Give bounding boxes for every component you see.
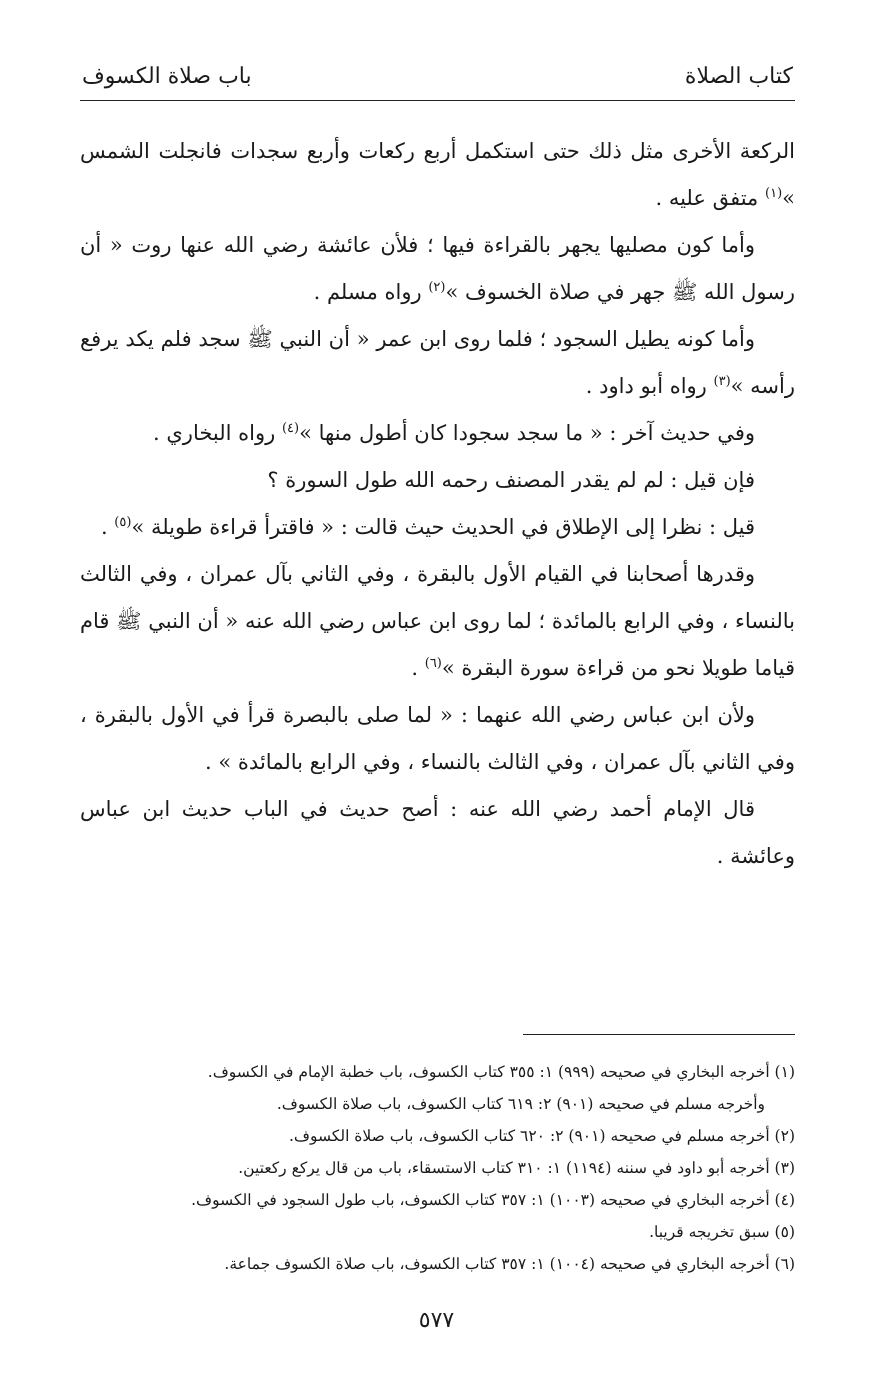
footnote-1-continued: وأخرجه مسلم في صحيحه (٩٠١) ٢: ٦١٩ كتاب الكسوف، باب صلاة الكسوف. <box>276 1095 765 1113</box>
running-header <box>80 60 795 101</box>
paragraph-text: الركعة الأخرى مثل ذلك حتى استكمل أربع ركعات وأربع سجدات فانجلت الشمس » <box>80 139 795 210</box>
paragraph-tail: . <box>100 515 115 539</box>
footnote-ref: (٥) <box>114 515 132 530</box>
paragraph-text: وفي حديث آخر : « ما سجد سجودا كان أطول منها » <box>299 421 755 445</box>
paragraph-text: وقدرها أصحابنا في القيام الأول بالبقرة ، وفي الثاني بآل عمران ، وفي الثالث بالنساء ، وفي الرابع بالمائدة ؛ لما روى ابن عباس رضي الله عنه « أن النبي ﷺ قام قياما طويلا نحو من قراءة سورة البقرة » <box>80 562 795 680</box>
footnote-3: (٣) أخرجه أبو داود في سننه (١١٩٤) ١: ٣١٠ كتاب الاستسقاء، باب من قال يركع ركعتين. <box>238 1159 795 1177</box>
footnote-ref: (٢) <box>428 280 446 295</box>
footnote-1: (١) أخرجه البخاري في صحيحه (٩٩٩) ١: ٣٥٥ كتاب الكسوف، باب خطبة الإمام في الكسوف. <box>207 1063 795 1081</box>
footnote-ref: (٤) <box>281 421 300 436</box>
footnote-ref: (٦) <box>424 656 442 671</box>
paragraph-tail: رواه البخاري . <box>153 421 282 445</box>
footnote-4: (٤) أخرجه البخاري في صحيحه (١٠٠٣) ١: ٣٥٧ كتاب الكسوف، باب طول السجود في الكسوف. <box>191 1191 795 1209</box>
paragraph-text: ولأن ابن عباس رضي الله عنهما : « لما صلى بالبصرة قرأ في الأول بالبقرة ، وفي الثاني بآل عمران ، وفي الثالث بالنساء ، وفي الرابع بالمائدة » . <box>80 703 795 774</box>
paragraph-tail: رواه أبو داود . <box>585 374 714 398</box>
paragraph-tail: . <box>411 656 425 680</box>
paragraph-text: فإن قيل : لم لم يقدر المصنف رحمه الله طول السورة ؟ <box>267 468 755 492</box>
main-text <box>80 128 795 880</box>
paragraph-2 <box>80 222 795 316</box>
paragraph-text: قيل : نظرا إلى الإطلاق في الحديث حيث قالت : « فاقترأ قراءة طويلة » <box>131 515 755 539</box>
footnotes <box>80 1056 795 1280</box>
paragraph-9 <box>80 786 795 880</box>
footnote-ref: (٣) <box>713 374 731 389</box>
page-number: ٥٧٧ <box>418 1308 455 1333</box>
chapter-title: باب صلاة الكسوف <box>82 64 252 89</box>
paragraph-1 <box>80 128 795 222</box>
paragraph-tail: رواه مسلم . <box>313 280 429 304</box>
footnote-2: (٢) أخرجه مسلم في صحيحه (٩٠١) ٢: ٦٢٠ كتاب الكسوف، باب صلاة الكسوف. <box>288 1127 795 1145</box>
paragraph-4 <box>80 410 795 457</box>
paragraph-text: وأما كونه يطيل السجود ؛ فلما روى ابن عمر « أن النبي ﷺ سجد فلم يكد يرفع رأسه » <box>80 327 795 398</box>
paragraph-8 <box>80 692 795 786</box>
paragraph-3 <box>80 316 795 410</box>
paragraph-text: وأما كون مصليها يجهر بالقراءة فيها ؛ فلأن عائشة رضي الله عنها روت « أن رسول الله ﷺ جهر في صلاة الخسوف » <box>80 233 795 304</box>
footnote-5: (٥) سبق تخريجه قريبا. <box>649 1223 795 1241</box>
book-title: كتاب الصلاة <box>684 64 793 89</box>
footnote-6: (٦) أخرجه البخاري في صحيحه (١٠٠٤) ١: ٣٥٧ كتاب الكسوف، باب صلاة الكسوف جماعة. <box>224 1255 795 1273</box>
paragraph-5 <box>80 457 795 504</box>
paragraph-7 <box>80 551 795 692</box>
paragraph-text: قال الإمام أحمد رضي الله عنه : أصح حديث في الباب حديث ابن عباس وعائشة . <box>80 797 795 868</box>
footnote-ref: (١) <box>765 186 783 201</box>
paragraph-tail: متفق عليه . <box>655 186 765 210</box>
paragraph-6 <box>80 504 795 551</box>
